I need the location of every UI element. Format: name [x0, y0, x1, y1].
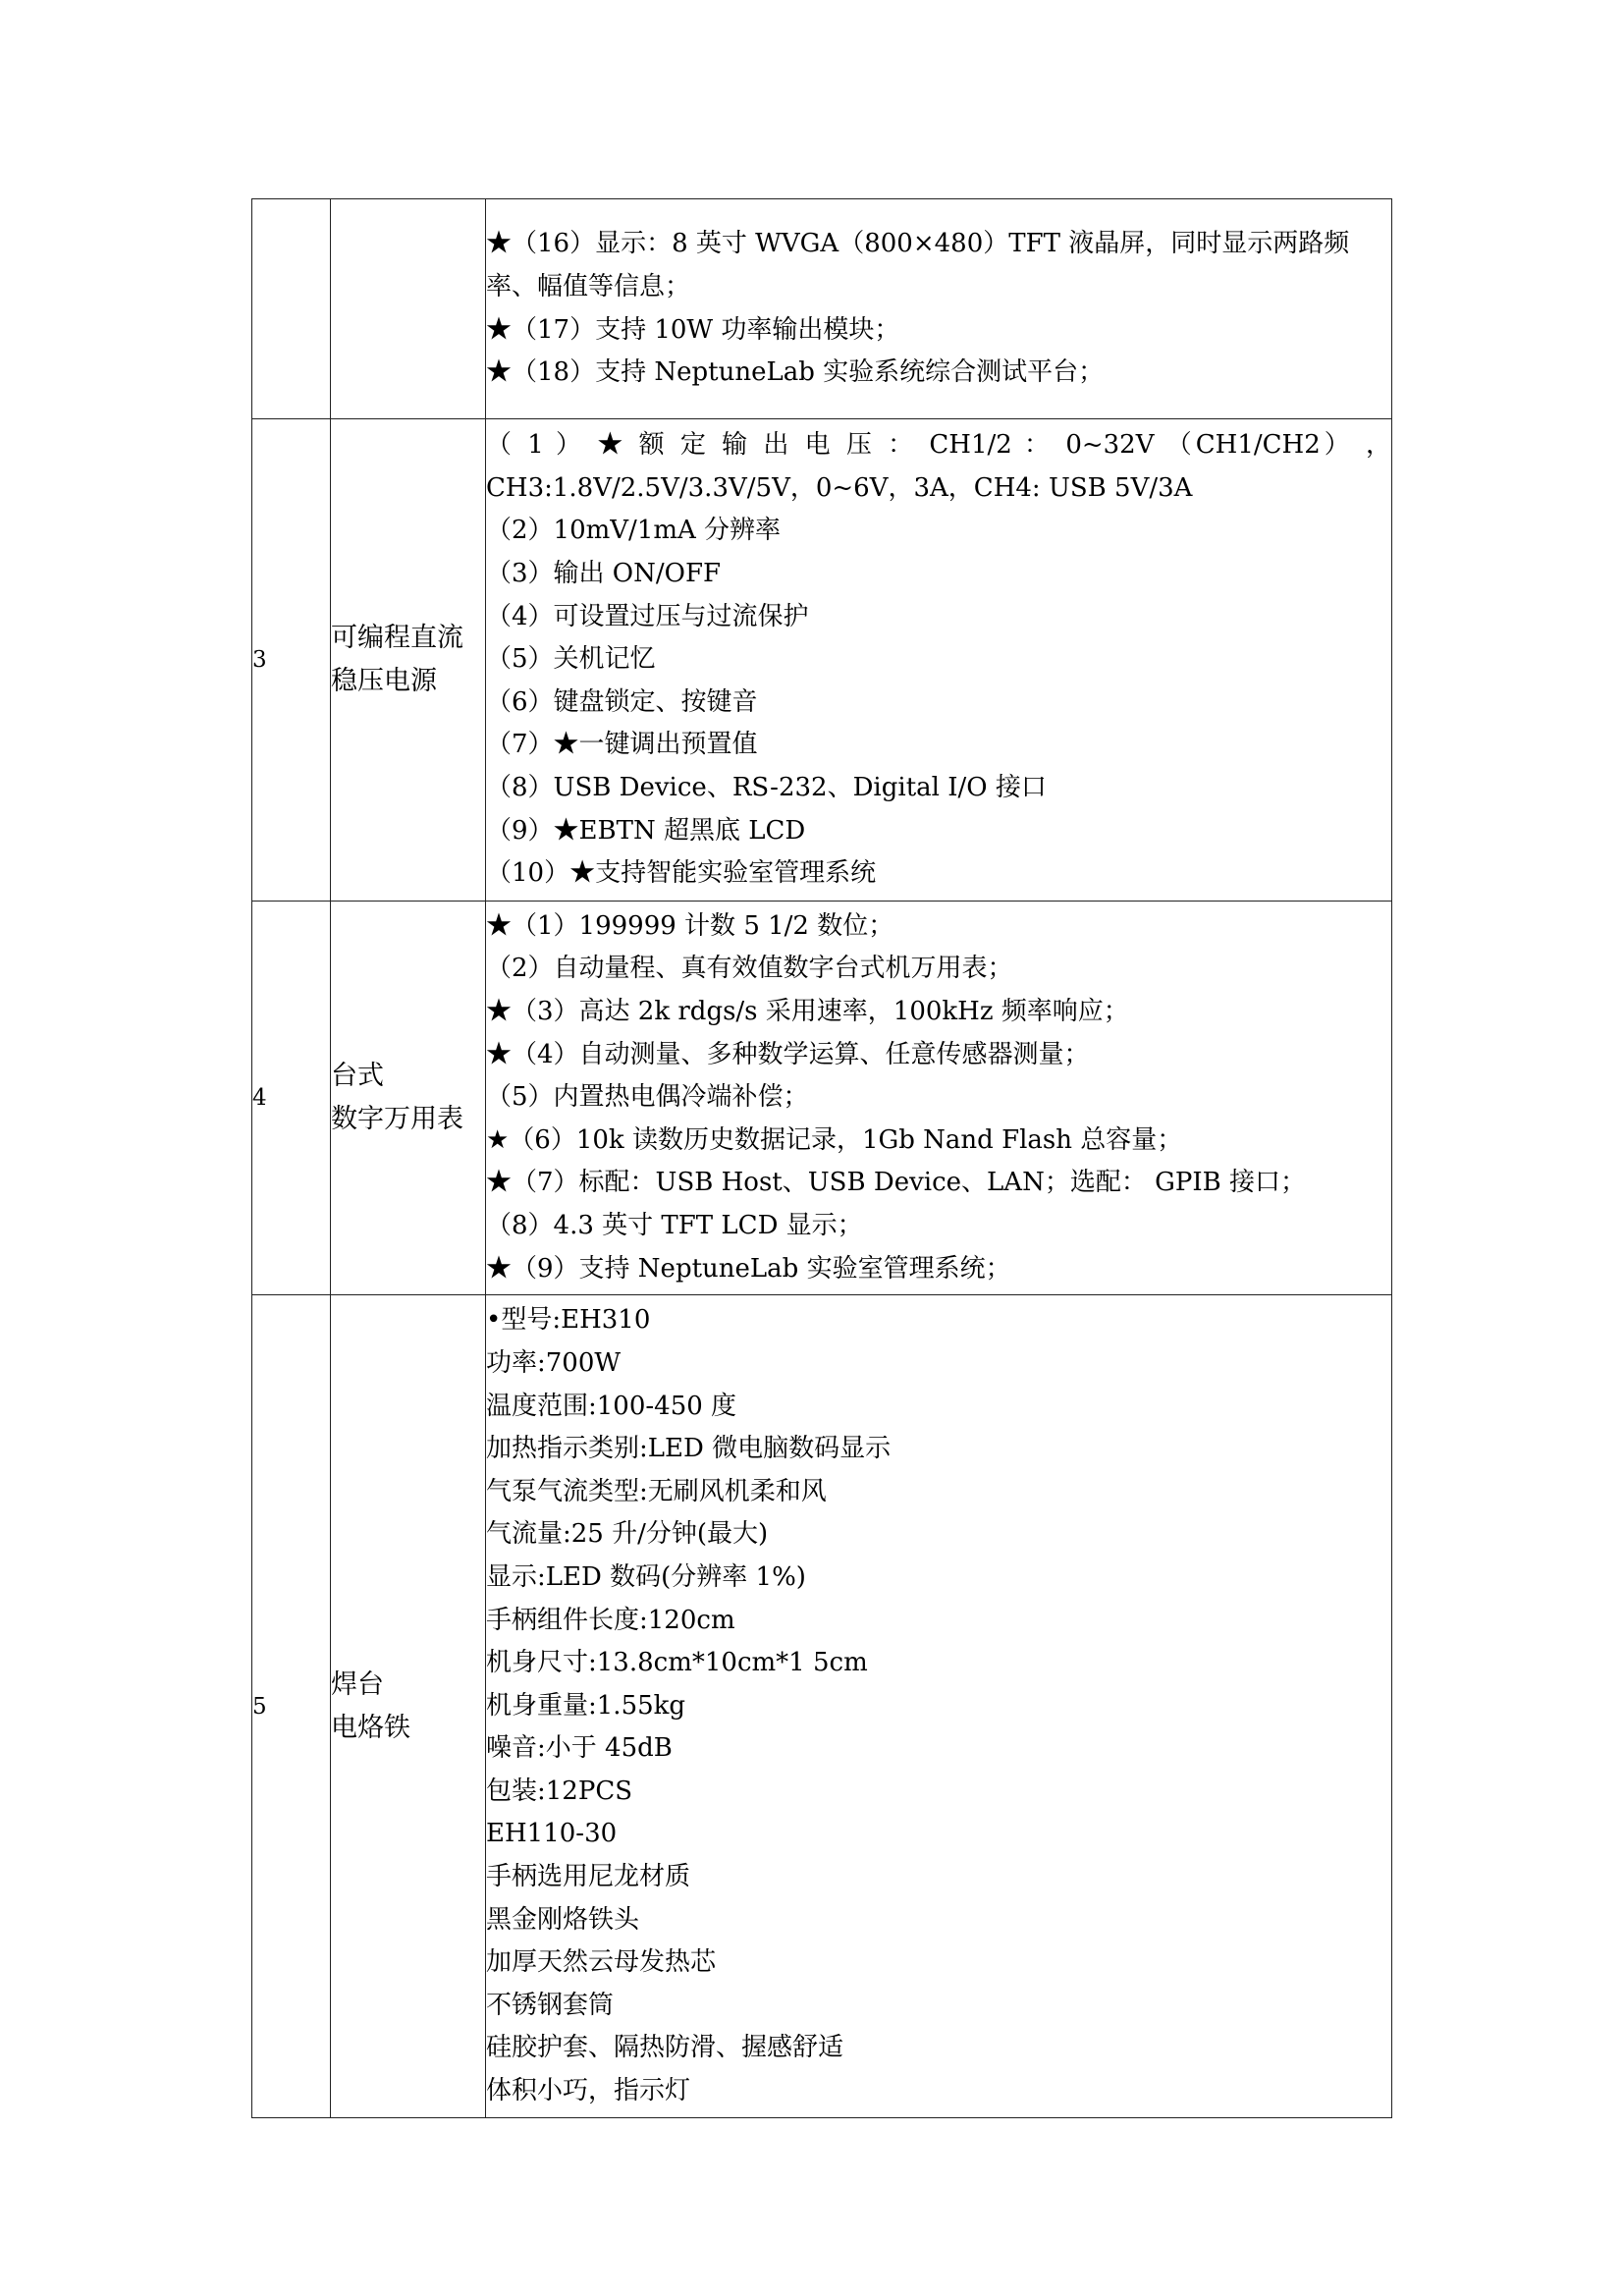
spec-line: 包装:12PCS [486, 1776, 633, 1806]
spec-line: 手柄选用尼龙材质 [486, 1862, 691, 1892]
spec-line: EH110-30 [486, 1819, 618, 1849]
spec-line: ★（7）标配：USB Host、USB Device、LAN；选配： GPIB 接口； [486, 1168, 1306, 1198]
spec-table [251, 198, 1392, 2118]
item-name [331, 419, 486, 902]
spec-line: ★（18）支持 NeptuneLab 实验系统综合测试平台； [486, 357, 1105, 388]
spec-line: 功率:700W [486, 1347, 622, 1378]
item-name-line: 稳压电源 [331, 666, 437, 696]
spec-line: （8）4.3 英寸 TFT LCD 显示； [486, 1210, 863, 1240]
spec-line: ★（17）支持 10W 功率输出模块； [486, 314, 900, 345]
spec-line: ★（9）支持 NeptuneLab 实验室管理系统； [486, 1253, 1011, 1284]
spec-line: （2）自动量程、真有效值数字台式机万用表； [486, 954, 1013, 984]
item-name [331, 902, 486, 1295]
spec-line: （3）输出 ON/OFF [486, 559, 722, 589]
spec-line: 机身尺寸:13.8cm*10cm*1 5cm [486, 1648, 868, 1678]
spec-line: ★（4）自动测量、多种数学运算、任意传感器测量； [486, 1039, 1090, 1069]
spec-line: 体积小巧，指示灯 [486, 2076, 691, 2106]
spec-line: （4）可设置过压与过流保护 [486, 601, 809, 631]
spec-line: •型号:EH310 [486, 1305, 651, 1336]
spec-line: ★（6）10k 读数历史数据记录，1Gb Nand Flash 总容量； [486, 1124, 1183, 1155]
spec-cell [486, 1295, 1392, 2118]
item-name-line: 可编程直流 [331, 623, 463, 653]
table-row [252, 902, 1392, 1295]
spec-line: 机身重量:1.55kg [486, 1690, 686, 1721]
spec-line: （10）★支持智能实验室管理系统 [486, 858, 877, 889]
item-name-line: 台式 [331, 1061, 384, 1091]
table-row [252, 1295, 1392, 2118]
spec-line: 手柄组件长度:120cm [486, 1605, 735, 1635]
spec-cell [486, 419, 1392, 902]
item-name [331, 199, 486, 419]
spec-line: （5）内置热电偶冷端补偿； [486, 1082, 809, 1113]
item-name-line: 焊台 [331, 1668, 384, 1700]
table-row [252, 419, 1392, 902]
spec-line: （8）USB Device、RS-232、Digital I/O 接口 [486, 772, 1047, 802]
spec-line: 加热指示类别:LED 微电脑数码显示 [486, 1434, 892, 1464]
spec-line: （ 1 ） ★ 额 定 输 出 电 压 ： CH1/2 ： 0~32V （CH1/CH2） ， [486, 430, 1391, 461]
spec-line: ★（1）199999 计数 5 1/2 数位； [486, 910, 894, 941]
table-row [252, 199, 1392, 419]
spec-line: 不锈钢套筒 [486, 1990, 615, 2020]
spec-line: （2）10mV/1mA 分辨率 [486, 516, 782, 546]
spec-line: ★（16）显示：8 英寸 WVGA（800×480）TFT 液晶屏，同时显示两路频率、幅值等信息； [486, 229, 1350, 301]
item-name [331, 1295, 486, 2118]
spec-line: 温度范围:100-450 度 [486, 1391, 737, 1421]
spec-line: 硅胶护套、隔热防滑、握感舒适 [486, 2033, 844, 2063]
spec-line: 噪音:小于 45dB [486, 1733, 673, 1764]
spec-line: （7）★一键调出预置值 [486, 730, 758, 760]
row-number: 4 [252, 902, 331, 1295]
spec-line: （5）关机记忆 [486, 644, 656, 675]
spec-line: （6）键盘锁定、按键音 [486, 686, 758, 717]
spec-line: 气流量:25 升/分钟(最大) [486, 1519, 769, 1550]
spec-line: （9）★EBTN 超黑底 LCD [486, 815, 806, 846]
spec-cell [486, 902, 1392, 1295]
spec-line: 显示:LED 数码(分辨率 1%) [486, 1561, 806, 1592]
spec-line: ★（3）高达 2k rdgs/s 采用速率，100kHz 频率响应； [486, 997, 1129, 1027]
spec-line: 气泵气流类型:无刷风机柔和风 [486, 1476, 827, 1506]
spec-cell [486, 199, 1392, 419]
row-number: 5 [252, 1295, 331, 2118]
spec-line: 黑金刚烙铁头 [486, 1904, 640, 1935]
spec-line: 加厚天然云母发热芯 [486, 1947, 717, 1978]
row-number [252, 199, 331, 419]
row-number: 3 [252, 419, 331, 902]
item-name-line: 数字万用表 [331, 1104, 463, 1134]
item-name-line: 电烙铁 [331, 1712, 410, 1743]
spec-line: CH3:1.8V/2.5V/3.3V/5V，0~6V，3A，CH4: USB 5V/3A [486, 472, 1193, 503]
